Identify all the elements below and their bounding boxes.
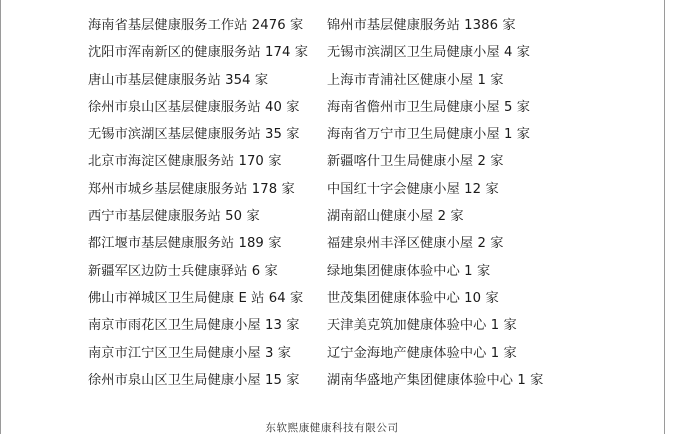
list-item-right: 新疆喀什卫生局健康小屋 2 家 [327, 154, 504, 170]
list-item-left: 唐山市基层健康服务站 354 家 [88, 72, 269, 88]
list-item-left: 海南省基层健康服务工作站 2476 家 [88, 18, 304, 33]
list-row [88, 148, 648, 175]
list-item-right: 上海市青浦社区健康小屋 1 家 [327, 72, 504, 88]
list-item-left: 都江堰市基层健康服务站 189 家 [88, 236, 282, 252]
list-row [88, 39, 648, 66]
list-item-right: 无锡市滨湖区卫生局健康小屋 4 家 [327, 45, 531, 61]
list-row [88, 312, 648, 339]
list-item-right: 海南省万宁市卫生局健康小屋 1 家 [327, 127, 531, 143]
list-item-right: 绿地集团健康体验中心 1 家 [327, 263, 491, 279]
list-item-right: 锦州市基层健康服务站 1386 家 [327, 18, 516, 33]
list-row [88, 285, 648, 312]
list-row [88, 367, 648, 394]
list-item-right: 福建泉州丰泽区健康小屋 2 家 [327, 236, 504, 252]
list-item-right: 天津美克筑加健康体验中心 1 家 [327, 318, 517, 334]
list-row [88, 258, 648, 285]
list-row [88, 94, 648, 121]
list-row [88, 67, 648, 94]
list-item-left: 新疆军区边防士兵健康驿站 6 家 [88, 263, 278, 279]
list-row [88, 176, 648, 203]
list-item-right: 世茂集团健康体验中心 10 家 [327, 290, 499, 306]
list-item-left: 无锡市滨湖区基层健康服务站 35 家 [88, 127, 300, 143]
station-list [88, 12, 648, 394]
list-item-left: 南京市雨花区卫生局健康小屋 13 家 [88, 318, 300, 334]
list-item-left: 南京市江宁区卫生局健康小屋 3 家 [88, 345, 292, 361]
list-item-left: 西宁市基层健康服务站 50 家 [88, 209, 260, 225]
list-row [88, 12, 648, 39]
list-item-right: 湖南韶山健康小屋 2 家 [327, 209, 464, 225]
list-item-left: 徐州市泉山区基层健康服务站 40 家 [88, 99, 300, 115]
page-footer-company: 东软熙康健康科技有限公司 [265, 422, 399, 434]
list-row [88, 230, 648, 257]
list-item-left: 郑州市城乡基层健康服务站 178 家 [88, 181, 295, 197]
page-right-border [664, 0, 665, 434]
list-item-left: 北京市海淀区健康服务站 170 家 [88, 154, 282, 170]
list-item-left: 佛山市禅城区卫生局健康 E 站 64 家 [88, 290, 304, 306]
list-item-left: 沈阳市浑南新区的健康服务站 174 家 [88, 45, 309, 61]
page-left-border [0, 0, 1, 434]
list-item-left: 徐州市泉山区卫生局健康小屋 15 家 [88, 372, 300, 388]
list-row [88, 121, 648, 148]
list-item-right: 海南省儋州市卫生局健康小屋 5 家 [327, 99, 531, 115]
list-item-right: 辽宁金海地产健康体验中心 1 家 [327, 345, 517, 361]
list-row [88, 340, 648, 367]
list-item-right: 湖南华盛地产集团健康体验中心 1 家 [327, 372, 544, 388]
list-row [88, 203, 648, 230]
list-item-right: 中国红十字会健康小屋 12 家 [327, 181, 499, 197]
